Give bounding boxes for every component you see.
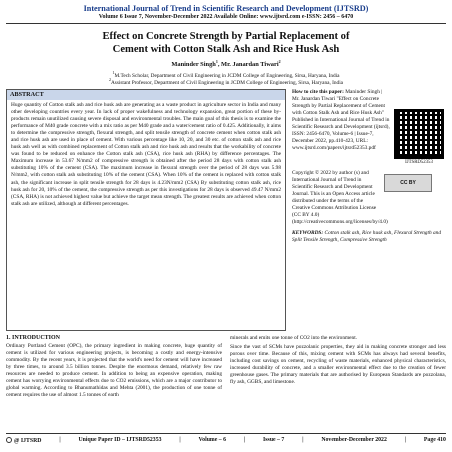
keywords-text: Cotton stalk ash, Rice husk ash, Flexural Strength and Split Tensile Strength, Compressive Strength [292,230,441,244]
footer-sep-2: | [179,437,181,443]
journal-logo-icon [6,437,12,443]
author-2: Mr. Janardan Tiwari [221,61,279,69]
footer-sep-1: | [59,437,61,443]
intro-heading: 1. INTRODUCTION [6,335,61,341]
affiliation-1-sup: 1 [112,70,115,75]
paper-title-line1: Effect on Concrete Strength by Partial Replacement of [102,31,350,42]
footer-sep-5: | [404,437,407,443]
abstract-text: Huge quantity of Cotton stalk ash and rice husk ash are generating as a waste product in agriculture sector in India and many other developing countries every year. In lack of proper wakefulness and technology expansion, great portion of these by-products remain unutilized causing severe disposal and environmental troubles. The main goal of this thesis is to examine the performance of M40 grade concrete with a mix ratio as per M40 grade and a water/cement ratio of 0.425. Additionally, it aims to determine the compressive strength, flexural strength, and split tensile strength of concrete cement when cotton stalk ash and rice husk ash are used in place of cement. With various percentage like 10, 20, and 30 etc. of cotton stalk ash and rice husk ash well as with combined replacement of Cotton stalk ash and rice husk ash and results that the workability of concrete was found to be reduced on enhance the Cotton stalk ash (CSA), rice husk ash (RHA) by difference percentages. The Maximum increase in 53.67 N/mm2 of compressive strength is obtained after the period 28 days with cotton stalk ash substituting 10% of the cement (CSA). The maximum increase in flexural strength over the period of 28 days was 5.98 N/mm2, with cotton stalk ash substituting 10% of the cement (CSA). When 10% of the cement is replaced with cotton stalk ash, the significant increase in split tensile strength for 28 days is 4.23N/mm2 (CSA) By substituting cotton stalk ash, rice husk ash for 20, 10% of the cement, the compressive strength as per this investigations for 28 days is observed 49.47 N/mm2 (CSA, RHA) is not achieved highest value but achieve the target mean strength. The greatest results are achieved when cotton stalk ash are utilized, although at different percentages. [11,102,282,207]
author-2-sup: 2 [278,59,281,64]
author-separator: , [217,61,222,69]
author-1: Maninder Singh [171,61,216,69]
authors [0,59,452,68]
header-divider [6,23,446,24]
footer-journal: @ IJTSRD [6,437,41,444]
citation-sidebar [292,89,446,245]
cc-by-license-icon: CC BY [384,174,432,192]
footer-sep-4: | [302,437,304,443]
journal-header-title: International Journal of Trend in Scientific Research and Development (IJTSRD) [83,4,369,13]
affiliation-2 [0,76,452,87]
affiliation-1-text: M.Tech Scholar, Department of Civil Engineering in JCDM College of Engineering, Sirsa, Haryana, India [114,72,340,79]
affiliation-2-text: Assistant Professor, Department of Civil Engineering in JCDM College of Engineering, Sirsa, Haryana, India [110,79,344,86]
page-footer [6,437,446,444]
footer-divider [6,433,446,434]
author-1-sup: 1 [215,59,218,64]
footer-sep-3: | [243,437,246,443]
paper-title [20,30,432,56]
keywords [292,230,446,244]
paper-title-line2: Cement with Cotton Stalk Ash and Rice Husk Ash [112,44,340,55]
copyright-text: Copyright © 2022 by author (s) and International Journal of Trend in Scientific Research and Development Journal. This is an Open Access article distributed under the terms of the Creative Commons Attribution License (CC BY 4.0) (http://creativecommons.org/licenses/by/4.0) [292,170,388,226]
footer-paper-id: Unique Paper ID – IJTSRD52353 [78,437,162,443]
qr-code-icon [394,109,444,159]
intro-left-column [6,335,222,401]
intro-paragraph-3: Since the vast of SCMs have pozzolanic properties, they aid in making concrete stronger and less porous over time. Because of this, mixing cement with SCMs has always had several benefits, including cost savings on cement, recycling of waste materials, enhanced physical characteristics, increased durability of concrete, and a smaller environmental effect due to the creation of fewer greenhouse gases. The primary materials that are authorised by European Standards are pozzolana, fly ash, GGBS, and limestone. [230,344,446,386]
abstract-heading: ABSTRACT [7,90,285,100]
footer-volume: Volume – 6 [198,437,227,443]
intro-right-column [230,335,446,388]
intro-paragraph-1: Ordinary Portland Cement (OPC), the primary ingredient in making concrete, huge quantity of cement is utilized for various engineering projects, is becoming a costly and energy-intensive commodity. By the recent years, it is projected that the world's need for cement will have increased by three times, to around 3.5 billion tonnes. Despite the enormous demand, relatively few raw resources are needed to produce cement. In addition to being an expensive operation, making cement has worrying environmental effects due to CO2 emissions, which are a major contributor to global warming. According to Bhanumathidas and Mehta (2001), the production of one tonne of cement requires the use of almost 1.5 tonnes of earth [6,343,222,399]
abstract-box [6,89,286,331]
intro-paragraph-2: minerals and emits one tonne of CO2 into the environment. [230,335,358,341]
footer-date: November-December 2022 [321,437,387,443]
paper-id-label: IJTSRD52353 [405,160,433,165]
footer-page: Page 410 [423,437,446,443]
journal-header-meta: Volume 6 Issue 7, November-December 2022 Available Online: www.ijtsrd.com e-ISSN: 2456 – 6470 [98,14,354,20]
keywords-label: KEYWORDS: [292,230,324,237]
cite-text: Maninder Singh | Mr. Janardan Tiwari "Effect on Concrete Strength by Partial Replacement of Cement with Cotton Stalk Ash and Rice Husk Ash" Published in International Journal of Trend in Scientific Research and Development (ijtsrd), ISSN: 2456-6470, Volume-6 | Issue-7, December 2022, pp.410-423, URL: www.ijtsrd.com/papers/ijtsrd52353.pdf [292,89,390,152]
affiliation-2-sup: 2 [108,77,111,82]
cite-block [292,89,390,166]
cite-label: How to cite this paper: [292,89,344,95]
footer-issue: Issue – 7 [263,437,285,443]
